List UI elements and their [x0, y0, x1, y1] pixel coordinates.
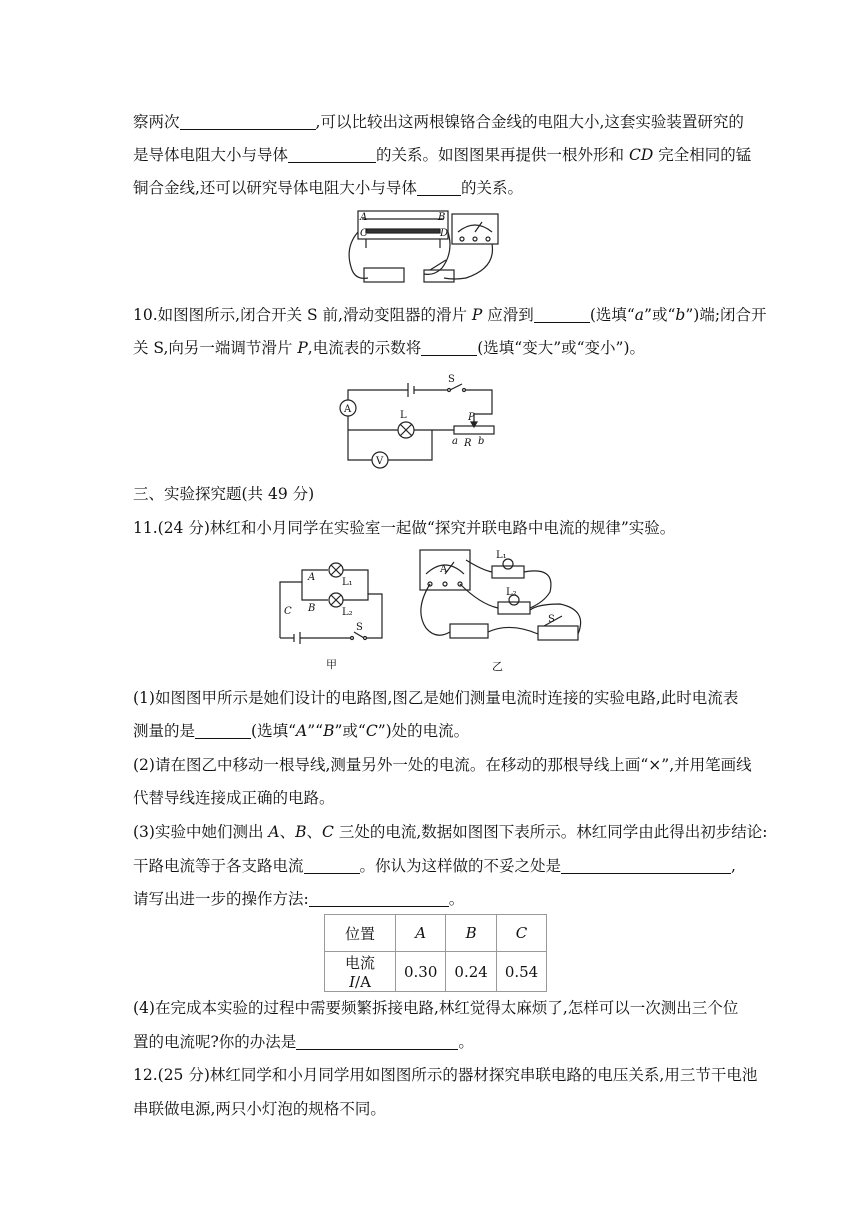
figure-resistance-wires: [346, 208, 516, 292]
text-line: [133, 998, 738, 1018]
text: (选填“变大”或“变小”)。: [477, 339, 646, 357]
text: B: [295, 823, 307, 841]
text: 代替导线连接成正确的电路。: [133, 789, 335, 807]
table-cell: 位置: [325, 915, 396, 952]
text: ”或“: [644, 306, 676, 324]
answer-blank[interactable]: [417, 180, 461, 196]
text-line: [133, 145, 751, 165]
answer-blank[interactable]: [561, 858, 731, 874]
ammeter-symbol: A: [440, 564, 448, 575]
text: ”或“: [334, 722, 366, 740]
label-a: A: [360, 212, 368, 223]
text: 。你认为这样做的不妥之处是: [359, 857, 562, 875]
text-line: [133, 1032, 474, 1052]
text: 三、实验探究题(共 49 分): [133, 485, 315, 503]
text: ”)端;闭合开: [685, 306, 767, 324]
label-l1: L₁: [496, 550, 507, 561]
label-l1: L₁: [342, 577, 353, 588]
label-c: C: [360, 228, 368, 239]
label-b: B: [308, 603, 316, 614]
text: 察两次: [133, 113, 180, 131]
text-line: [133, 688, 738, 708]
figure-parallel-schematic: [268, 554, 398, 676]
text: (2)请在图乙中移动一根导线,测量另外一处的电流。在移动的那根导线上画“×”,并用笔画线: [133, 756, 752, 774]
label-s: S: [548, 614, 555, 625]
text-line: [133, 305, 767, 325]
label-a: a: [452, 436, 458, 447]
label-b: b: [478, 436, 485, 447]
table-cell: 0.30: [396, 952, 446, 992]
text: 、: [279, 823, 296, 841]
label-r: R: [464, 438, 472, 449]
text: ”“: [307, 722, 324, 740]
ammeter-symbol: A: [344, 404, 352, 415]
table-cell: 0.54: [496, 952, 546, 992]
label-l2: L₂: [506, 587, 517, 598]
text: A: [268, 823, 280, 841]
table-row: [325, 915, 547, 952]
text: 。: [458, 1033, 474, 1051]
text-line: [133, 518, 675, 538]
text: P: [471, 306, 483, 324]
table-cell: C: [496, 915, 546, 952]
text: 12.(25 分)林红同学和小月同学用如图图所示的器材探究串联电路的电压关系,用三节干电池: [133, 1066, 758, 1084]
text-line: [133, 112, 744, 132]
text: 的关系。: [460, 179, 523, 197]
text: (选填“: [589, 306, 635, 324]
text: B: [323, 722, 335, 740]
text: ”)处的电流。: [377, 722, 470, 740]
text: P: [297, 339, 308, 357]
text: 是导体电阻大小与导体: [133, 146, 289, 164]
text: 测量的是: [133, 722, 196, 740]
text: b: [675, 306, 686, 324]
text: 。: [448, 890, 465, 908]
current-data-table: [324, 914, 547, 992]
text: ,可以比较出这两根镍铬合金线的电阻大小,这套实验装置研究的: [315, 113, 744, 131]
text: 置的电流呢?你的办法是: [133, 1033, 297, 1051]
table-cell: B: [446, 915, 496, 952]
figure-physical-circuit: [410, 546, 590, 678]
label-a: A: [308, 572, 316, 583]
text: ,电流表的示数将: [307, 339, 422, 357]
answer-blank[interactable]: [534, 307, 590, 323]
text: I: [349, 973, 356, 991]
section-heading: [133, 484, 314, 504]
label-l2: L₂: [342, 607, 353, 618]
text: ,: [731, 857, 736, 875]
text-line: [133, 755, 752, 775]
text: A: [296, 722, 308, 740]
text: /A: [355, 973, 371, 991]
text-line: [133, 1065, 757, 1085]
table-row: [325, 952, 547, 992]
text-line: [133, 338, 645, 358]
text: 11.(24 分)林红和小月同学在实验室一起做“探究并联电路中电流的规律”实验。: [133, 519, 676, 537]
answer-blank[interactable]: [304, 858, 360, 874]
figure-caption-yi: 乙: [492, 660, 503, 673]
label-s: S: [356, 622, 363, 633]
text: C: [322, 823, 334, 841]
text: CD: [628, 146, 654, 164]
label-s: S: [448, 374, 455, 385]
text: 10.如图图所示,闭合开关 S 前,滑动变阻器的滑片: [133, 306, 467, 324]
label-d: D: [440, 228, 449, 239]
figure-caption-jia: 甲: [326, 658, 337, 671]
text-line: [133, 178, 523, 198]
text: 干路电流等于各支路电流: [133, 857, 304, 875]
answer-blank[interactable]: [195, 723, 251, 739]
text: 电流: [344, 954, 375, 972]
table-cell: 0.24: [446, 952, 496, 992]
answer-blank[interactable]: [421, 340, 477, 356]
table-cell: A: [396, 915, 446, 952]
text-line: [133, 721, 469, 741]
figure-circuit-q10: [328, 370, 498, 470]
text-line: [133, 822, 768, 842]
text-line: [133, 856, 736, 876]
answer-blank[interactable]: [296, 1034, 458, 1050]
text: (4)在完成本实验的过程中需要频繁拆接电路,林红觉得太麻烦了,怎样可以一次测出三个位: [133, 999, 739, 1017]
text: a: [634, 306, 645, 324]
answer-blank[interactable]: [180, 114, 316, 130]
text: (选填“: [251, 722, 296, 740]
text: 、: [306, 823, 323, 841]
text: 请写出进一步的操作方法:: [133, 890, 309, 908]
answer-blank[interactable]: [309, 891, 449, 907]
text: 完全相同的锰: [658, 146, 752, 164]
text: C: [365, 722, 378, 740]
label-l: L: [400, 410, 407, 421]
text-line: [133, 1099, 386, 1119]
text: 串联做电源,两只小灯泡的规格不同。: [133, 1100, 386, 1118]
text: (1)如图图甲所示是她们设计的电路图,图乙是她们测量电流时连接的实验电路,此时电流表: [133, 689, 739, 707]
answer-blank[interactable]: [288, 147, 376, 163]
text-line: [133, 889, 464, 909]
text: 三处的电流,数据如图图下表所示。林红同学由此得出初步结论:: [338, 823, 768, 841]
label-p: P: [468, 412, 475, 423]
label-c: C: [284, 606, 292, 617]
voltmeter-symbol: V: [376, 456, 384, 467]
text: 关 S,向另一端调节滑片: [133, 339, 293, 357]
text: 应滑到: [487, 306, 534, 324]
table-cell: [325, 952, 396, 992]
label-b: B: [438, 212, 446, 223]
text: 铜合金线,还可以研究导体电阻大小与导体: [133, 179, 417, 197]
text: (3)实验中她们测出: [133, 823, 264, 841]
text-line: [133, 788, 335, 808]
text: 的关系。如图图果再提供一根外形和: [376, 146, 625, 164]
